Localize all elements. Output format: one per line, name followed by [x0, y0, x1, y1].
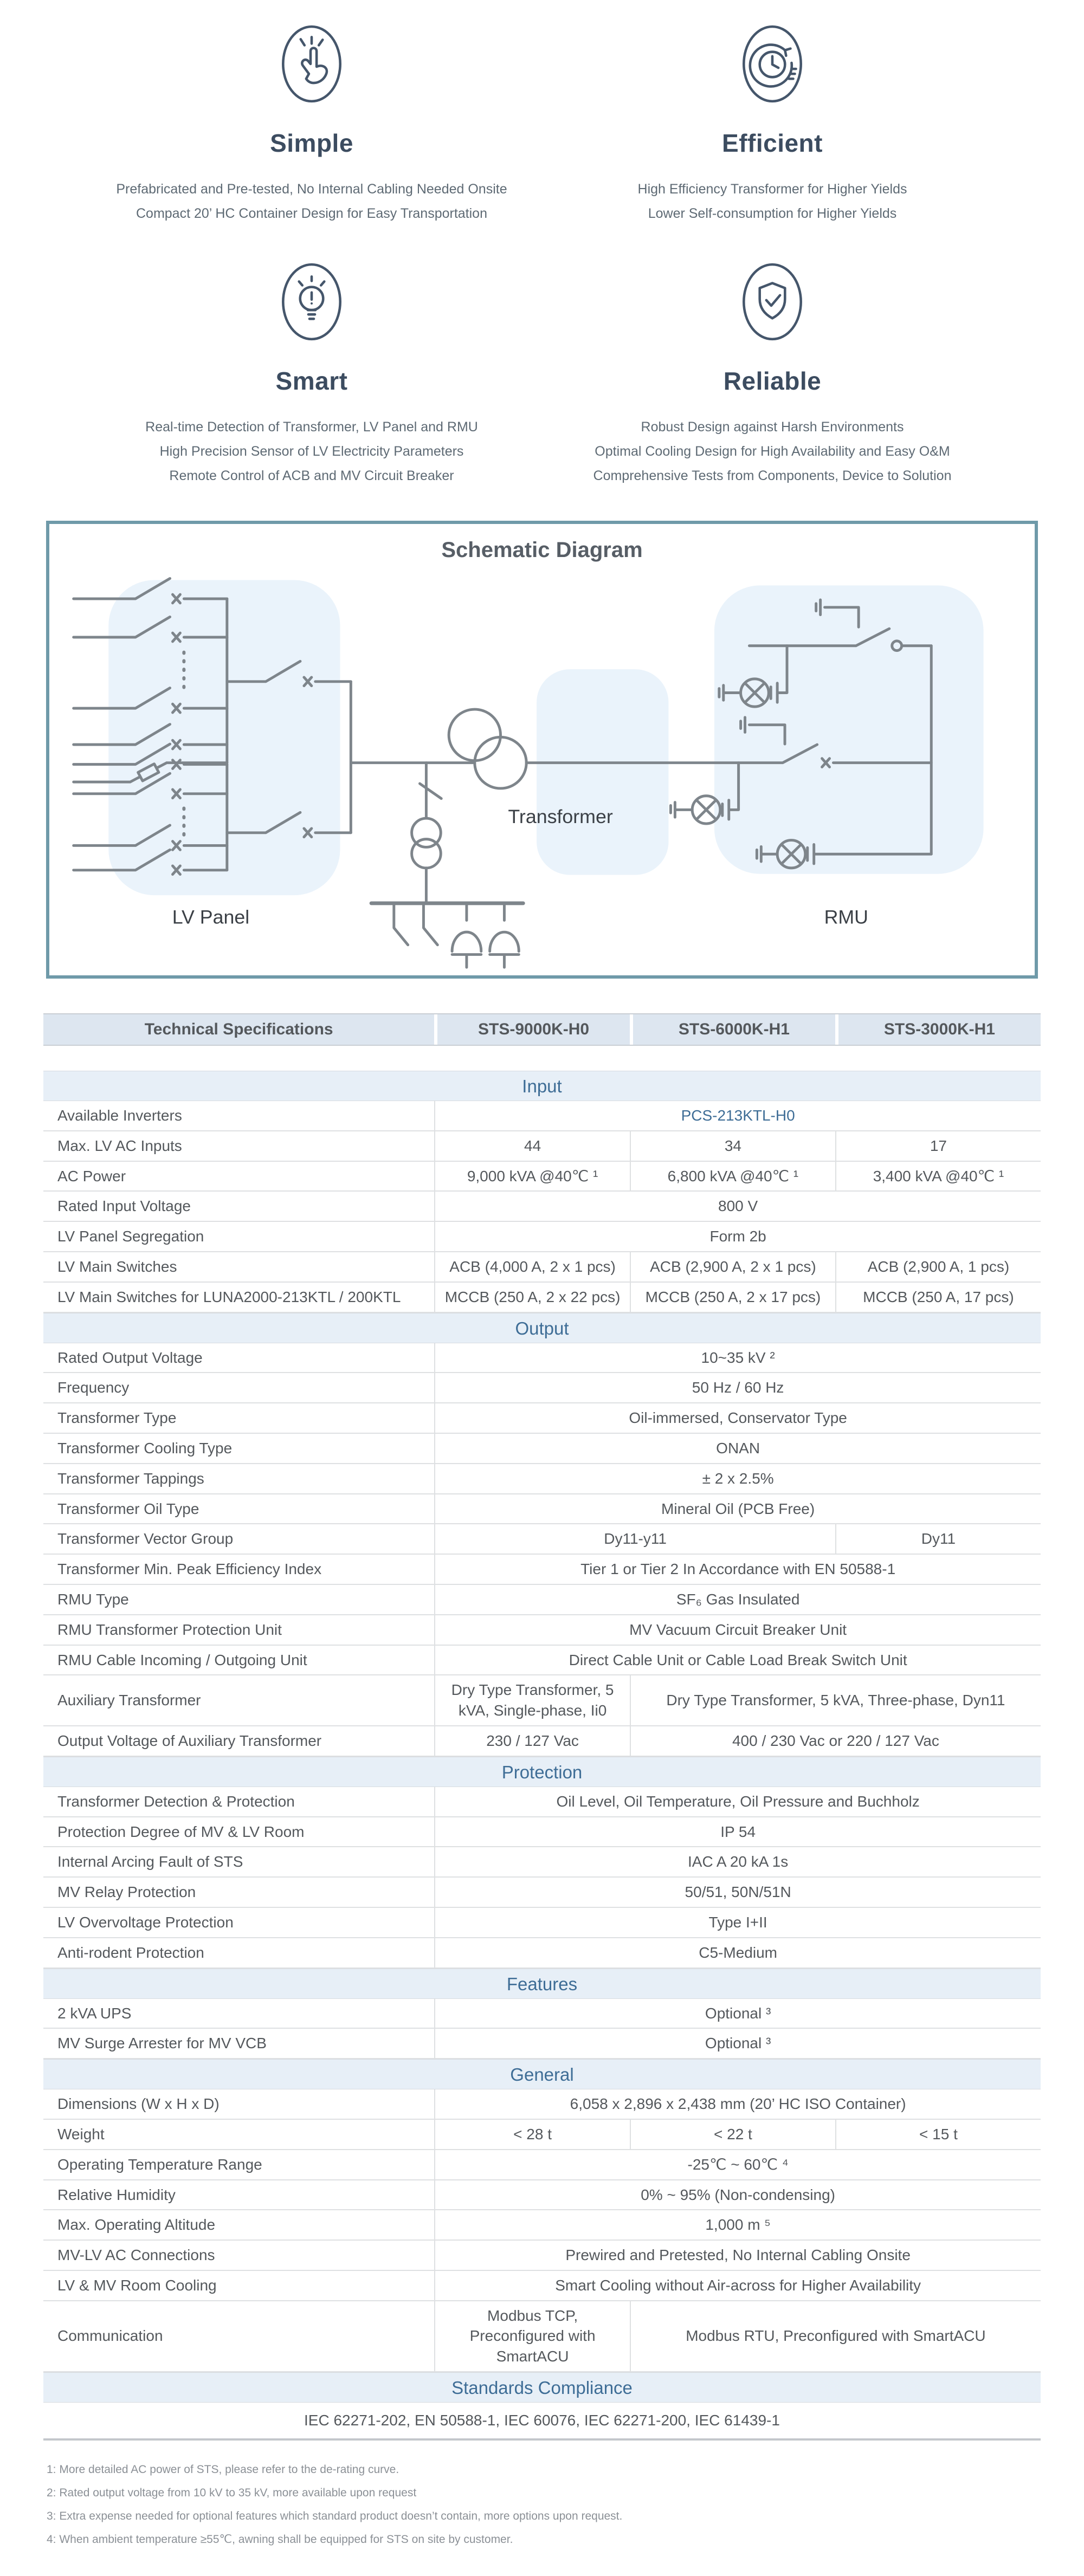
- cell-value: ± 2 x 2.5%: [434, 1464, 1041, 1493]
- cell-value: Form 2b: [434, 1222, 1041, 1251]
- feature-card-reliable: [542, 261, 1003, 488]
- feature-card-simple: [81, 23, 542, 226]
- spec-row: [43, 2029, 1041, 2059]
- rmu-label: RMU: [824, 906, 869, 928]
- cell-value: < 28 t: [434, 2120, 630, 2149]
- cell-value: MCCB (250 A, 2 x 17 pcs): [630, 1283, 835, 1312]
- spec-row: [43, 2089, 1041, 2120]
- spec-row: [43, 1403, 1041, 1434]
- spec-row: [43, 1192, 1041, 1222]
- feature-line: Lower Self-consumption for Higher Yields: [648, 206, 897, 221]
- footnote-line: 4: When ambient temperature ≥55℃, awning shall be equipped for STS on site by customer.: [47, 2533, 513, 2546]
- cell-value: < 22 t: [630, 2120, 835, 2149]
- spec-row: [43, 1101, 1041, 1131]
- table-header-row: [43, 1013, 1041, 1046]
- cell-value: -25℃ ~ 60℃ ⁴: [434, 2150, 1041, 2179]
- cell-value: MCCB (250 A, 17 pcs): [835, 1283, 1041, 1312]
- cell-value: Modbus TCP, Preconfigured with SmartACU: [434, 2301, 630, 2371]
- spec-row: [43, 1131, 1041, 1162]
- cell-value: C5-Medium: [434, 1938, 1041, 1967]
- spec-row: [43, 1283, 1041, 1313]
- cell-value: 50 Hz / 60 Hz: [434, 1373, 1041, 1402]
- row-label: Transformer Oil Type: [57, 1500, 199, 1517]
- cell-value: Oil-immersed, Conservator Type: [434, 1403, 1041, 1433]
- feature-title: Reliable: [723, 367, 822, 395]
- section-header-output: Output: [43, 1313, 1041, 1343]
- cycle-clock-icon: [542, 23, 1003, 108]
- spec-row: [43, 1373, 1041, 1403]
- row-label: Transformer Type: [57, 1409, 177, 1427]
- row-label: LV Panel Segregation: [57, 1228, 204, 1245]
- spec-row: [43, 2271, 1041, 2301]
- cell-value: Dry Type Transformer, 5 kVA, Three-phase, Dyn11: [630, 1675, 1041, 1725]
- lv-panel-shape: [108, 580, 340, 896]
- spec-row: [43, 1555, 1041, 1585]
- feature-line: Comprehensive Tests from Components, Device to Solution: [593, 468, 952, 483]
- table-body: [43, 1071, 1041, 2441]
- row-label: RMU Transformer Protection Unit: [57, 1621, 282, 1638]
- model-column-header: STS-6000K-H1: [630, 1014, 835, 1045]
- row-label: Transformer Detection & Protection: [57, 1792, 295, 1810]
- row-label: Relative Humidity: [57, 2186, 176, 2203]
- section-header-general: General: [43, 2059, 1041, 2089]
- cell-value: Dry Type Transformer, 5 kVA, Single-phase, Ii0: [434, 1675, 630, 1725]
- cell-value: 800 V: [434, 1192, 1041, 1221]
- spec-row: [43, 1646, 1041, 1676]
- cell-value: Optional ³: [434, 2029, 1041, 2058]
- cell-value: 400 / 230 Vac or 220 / 127 Vac: [630, 1726, 1041, 1756]
- spec-row: [43, 1847, 1041, 1878]
- footnote-line: 2: Rated output voltage from 10 kV to 35 kV, more available upon request: [47, 2487, 417, 2500]
- standards-value: IEC 62271-202, EN 50588-1, IEC 60076, IEC 62271-200, IEC 61439-1: [304, 2412, 780, 2429]
- row-label: Dimensions (W x H x D): [57, 2095, 220, 2113]
- spec-row: [43, 1878, 1041, 1908]
- lightbulb-icon: [81, 261, 542, 346]
- row-label: Frequency: [57, 1379, 130, 1396]
- spec-table: [43, 1013, 1041, 2441]
- spec-row: [43, 1494, 1041, 1525]
- cell-value: Optional ³: [434, 1999, 1041, 2028]
- feature-title: Efficient: [722, 129, 823, 157]
- row-label: Internal Arcing Fault of STS: [57, 1853, 243, 1870]
- rmu-panel-shape: [714, 585, 984, 873]
- spec-row: [43, 2120, 1041, 2150]
- section-header-standards-compliance: Standards Compliance: [43, 2372, 1041, 2403]
- spec-row: [43, 1524, 1041, 1555]
- section-header-features: Features: [43, 1969, 1041, 1999]
- shield-check-icon: [542, 261, 1003, 346]
- cell-value: Oil Level, Oil Temperature, Oil Pressure and Buchholz: [434, 1787, 1041, 1816]
- feature-line: Compact 20’ HC Container Design for Easy Transportation: [136, 206, 487, 221]
- cell-value: Dy11-y11: [434, 1524, 835, 1554]
- feature-lines: [542, 177, 1003, 226]
- features-section: [0, 0, 1084, 488]
- cell-value: Dy11: [835, 1524, 1041, 1554]
- spec-row: [43, 1343, 1041, 1374]
- row-label: MV Surge Arrester for MV VCB: [57, 2035, 267, 2052]
- spec-row: [43, 1434, 1041, 1464]
- cell-value: 230 / 127 Vac: [434, 1726, 630, 1756]
- feature-lines: [81, 415, 542, 488]
- cell-value: 9,000 kVA @40℃ ¹: [434, 1162, 630, 1191]
- cell-value: 1,000 m ⁵: [434, 2210, 1041, 2240]
- model-column-header: STS-3000K-H1: [835, 1014, 1041, 1045]
- row-label: Weight: [57, 2125, 105, 2143]
- row-label: Transformer Cooling Type: [57, 1439, 233, 1457]
- row-label: Operating Temperature Range: [57, 2156, 262, 2173]
- row-label: Protection Degree of MV & LV Room: [57, 1823, 305, 1840]
- footnote-line: 3: Extra expense needed for optional features which standard product doesn’t contain, more options upon request.: [47, 2510, 623, 2523]
- feature-lines: [81, 177, 542, 226]
- cell-value: Modbus RTU, Preconfigured with SmartACU: [630, 2301, 1041, 2371]
- cell-value: 10~35 kV ²: [434, 1343, 1041, 1373]
- feature-line: High Efficiency Transformer for Higher Yields: [637, 182, 907, 197]
- cell-value: 44: [434, 1131, 630, 1161]
- cell-value: SF₆ Gas Insulated: [434, 1585, 1041, 1614]
- spec-row: [43, 1464, 1041, 1494]
- cell-value: Smart Cooling without Air-across for Higher Availability: [434, 2271, 1041, 2300]
- row-label: LV Main Switches: [57, 1258, 177, 1275]
- footnotes: [0, 2441, 1084, 2576]
- cell-value: MCCB (250 A, 2 x 22 pcs): [434, 1283, 630, 1312]
- row-label: LV Main Switches for LUNA2000-213KTL / 200KTL: [57, 1288, 401, 1305]
- feature-lines: [542, 415, 1003, 488]
- feature-line: Robust Design against Harsh Environments: [641, 419, 904, 435]
- spec-row: [43, 1726, 1041, 1757]
- cell-value: ACB (2,900 A, 2 x 1 pcs): [630, 1252, 835, 1281]
- cell-value: Mineral Oil (PCB Free): [434, 1494, 1041, 1524]
- section-header-protection: Protection: [43, 1757, 1041, 1787]
- table-header-gap: [43, 1046, 1041, 1071]
- row-label: Communication: [57, 2327, 163, 2345]
- cell-value: 0% ~ 95% (Non-condensing): [434, 2180, 1041, 2210]
- cell-value: IAC A 20 kA 1s: [434, 1847, 1041, 1876]
- row-label: Output Voltage of Auxiliary Transformer: [57, 1732, 322, 1749]
- cell-value: PCS-213KTL-H0: [434, 1101, 1041, 1130]
- spec-row: [43, 2180, 1041, 2211]
- cell-value: Tier 1 or Tier 2 In Accordance with EN 50588-1: [434, 1555, 1041, 1584]
- feature-line: Optimal Cooling Design for High Availability and Easy O&M: [595, 444, 950, 459]
- row-label: Max. Operating Altitude: [57, 2216, 216, 2234]
- spec-row: [43, 1787, 1041, 1817]
- table-title: Technical Specifications: [144, 1020, 333, 1038]
- spec-row: [43, 1222, 1041, 1252]
- row-label: 2 kVA UPS: [57, 2004, 132, 2022]
- row-label: MV Relay Protection: [57, 1884, 196, 1901]
- cell-value: 3,400 kVA @40℃ ¹: [835, 1162, 1041, 1191]
- spec-row: [43, 1252, 1041, 1283]
- footnote-line: 1: More detailed AC power of STS, please refer to the de-rating curve.: [47, 2463, 399, 2476]
- cell-value: 50/51, 50N/51N: [434, 1878, 1041, 1907]
- spec-row: [43, 1938, 1041, 1969]
- cell-value: Prewired and Pretested, No Internal Cabling Onsite: [434, 2241, 1041, 2270]
- feature-title: Smart: [275, 367, 348, 395]
- cell-value: IP 54: [434, 1817, 1041, 1847]
- spec-row: [43, 2241, 1041, 2271]
- row-label: Max. LV AC Inputs: [57, 1137, 182, 1154]
- transformer-panel-shape: [537, 669, 668, 875]
- spec-row: [43, 1162, 1041, 1192]
- row-label: Anti-rodent Protection: [57, 1944, 204, 1961]
- spec-row: [43, 2150, 1041, 2180]
- feature-line: High Precision Sensor of LV Electricity Parameters: [159, 444, 464, 459]
- cell-value: ONAN: [434, 1434, 1041, 1463]
- cell-value: 34: [630, 1131, 835, 1161]
- schematic-box: [46, 521, 1038, 979]
- row-label: AC Power: [57, 1167, 126, 1185]
- row-label: Transformer Tappings: [57, 1470, 204, 1487]
- spec-row: [43, 1675, 1041, 1726]
- feature-line: Prefabricated and Pre-tested, No Internal Cabling Needed Onsite: [116, 182, 507, 197]
- row-label: MV-LV AC Connections: [57, 2247, 215, 2264]
- feature-title: Simple: [270, 129, 353, 157]
- schematic-diagram-svg: [49, 524, 1035, 975]
- spec-row: [43, 2301, 1041, 2372]
- lv-panel-label: LV Panel: [172, 906, 250, 928]
- spec-row: [43, 2210, 1041, 2241]
- spec-row: [43, 1999, 1041, 2029]
- row-label: LV Overvoltage Protection: [57, 1913, 234, 1931]
- row-label: Rated Output Voltage: [57, 1349, 203, 1366]
- schematic-title: Schematic Diagram: [441, 538, 643, 562]
- row-label: RMU Cable Incoming / Outgoing Unit: [57, 1651, 307, 1668]
- model-column-header: STS-9000K-H0: [434, 1014, 630, 1045]
- cell-value: ACB (4,000 A, 2 x 1 pcs): [434, 1252, 630, 1281]
- cell-value: MV Vacuum Circuit Breaker Unit: [434, 1615, 1041, 1645]
- feature-card-efficient: [542, 23, 1003, 226]
- tap-icon: [81, 23, 542, 108]
- row-label: Transformer Min. Peak Efficiency Index: [57, 1561, 322, 1578]
- cell-value: ACB (2,900 A, 1 pcs): [835, 1252, 1041, 1281]
- feature-card-smart: [81, 261, 542, 488]
- cell-value: Type I+II: [434, 1908, 1041, 1937]
- cell-value: Direct Cable Unit or Cable Load Break Switch Unit: [434, 1646, 1041, 1675]
- row-label: Rated Input Voltage: [57, 1198, 191, 1215]
- row-label: Available Inverters: [57, 1107, 182, 1124]
- cell-value: 6,800 kVA @40℃ ¹: [630, 1162, 835, 1191]
- cell-value: < 15 t: [835, 2120, 1041, 2149]
- spec-row: [43, 1908, 1041, 1938]
- feature-line: Remote Control of ACB and MV Circuit Breaker: [169, 468, 454, 483]
- row-label: Transformer Vector Group: [57, 1530, 234, 1548]
- row-label: RMU Type: [57, 1590, 129, 1608]
- spec-row: [43, 1817, 1041, 1848]
- cell-value: 17: [835, 1131, 1041, 1161]
- cell-value: 6,058 x 2,896 x 2,438 mm (20’ HC ISO Container): [434, 2089, 1041, 2119]
- row-label: Auxiliary Transformer: [57, 1692, 201, 1709]
- spec-row: [43, 1615, 1041, 1646]
- row-label: LV & MV Room Cooling: [57, 2276, 217, 2294]
- feature-line: Real-time Detection of Transformer, LV Panel and RMU: [145, 419, 478, 435]
- transformer-label: Transformer: [508, 806, 613, 828]
- spec-row: [43, 1585, 1041, 1615]
- spec-row: [43, 2403, 1041, 2441]
- section-header-input: Input: [43, 1071, 1041, 1101]
